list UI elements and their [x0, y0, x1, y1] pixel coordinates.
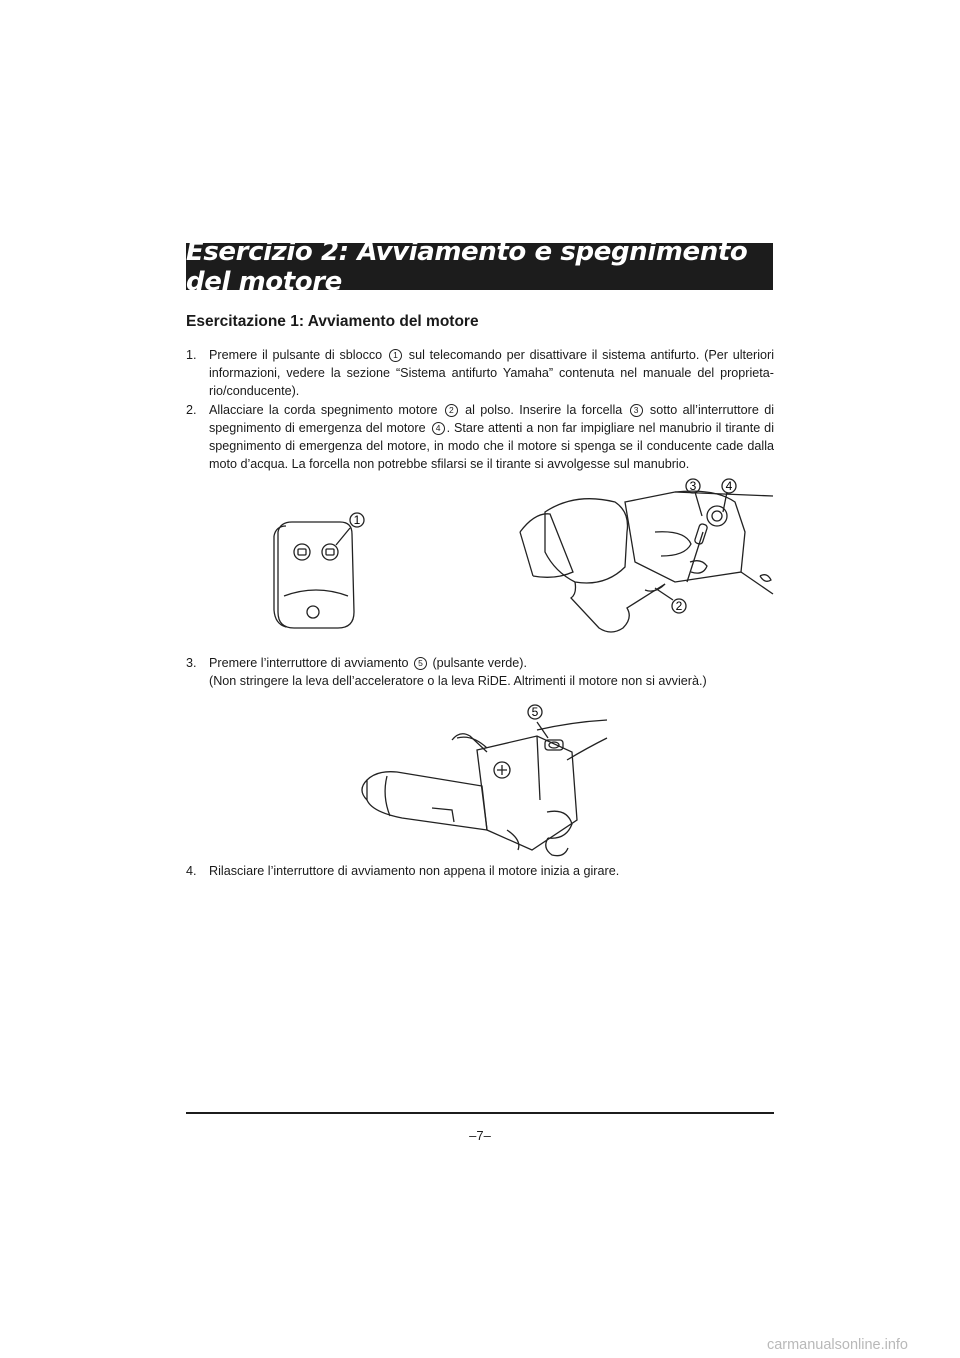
- callout-ref: 3: [630, 404, 643, 417]
- steps-list-middle: [186, 654, 774, 690]
- wrist-callout-b: 4: [725, 479, 733, 493]
- callout-ref: 4: [432, 422, 445, 435]
- callout-ref: 5: [414, 657, 427, 670]
- steps-list-top: [186, 346, 774, 473]
- wrist-callout-a: 3: [689, 479, 697, 493]
- callout-ref: 1: [389, 349, 402, 362]
- chapter-banner: [186, 236, 773, 297]
- steps-list-bottom: [186, 862, 774, 880]
- step-2: 2. Allacciare la corda spegnimento motore 2 al polso. Inserire la forcella 3 sotto all’interruttore di spegnimento di emergenza del motore 4 . Stare attenti a non far impigliare nel manubrio il tirante di spegnimento di emergenza del motore, in modo che il motore si spenga se il conducente cade dalla moto d’acqua. La forcella non potrebbe sfilarsi se il tirante si avvolgesse sul manubrio.: [186, 402, 774, 472]
- step-1: 1. Premere il pulsante di sblocco 1 sul telecomando per disattivare il sistema antifurto. (Per ulteriori informazioni, vedere la sezione “Sistema antifurto Yamaha” contenuta nel manuale del proprieta-rio/conducente).: [186, 348, 775, 399]
- watermark: carmanualsonline.info: [766, 1337, 908, 1353]
- section-title: Esercitazione 1: Avviamento del motore: [186, 313, 479, 330]
- chapter-title: Esercizio 2: Avviamento e spegnimento del motore: [186, 236, 748, 297]
- handlebar-start-switch-illustration: [352, 700, 612, 860]
- callout-ref: 2: [445, 404, 458, 417]
- handlebar-callout: 5: [531, 705, 539, 719]
- page-number: –7–: [469, 1128, 491, 1143]
- wrist-cord-illustration: [515, 472, 775, 642]
- wrist-callout-c: 2: [675, 599, 683, 613]
- remote-callout: 1: [353, 513, 361, 527]
- step-4: 4. Rilasciare l’interruttore di avviamento non appena il motore inizia a girare.: [186, 864, 620, 878]
- step-3: 3. Premere l’interruttore di avviamento 5 (pulsante verde). (Non stringere la leva dell’acceleratore o la leva RiDE. Altrimenti il motore non si avvierà.): [186, 656, 707, 689]
- footer-rule: [186, 1112, 774, 1114]
- remote-control-illustration: [262, 500, 382, 640]
